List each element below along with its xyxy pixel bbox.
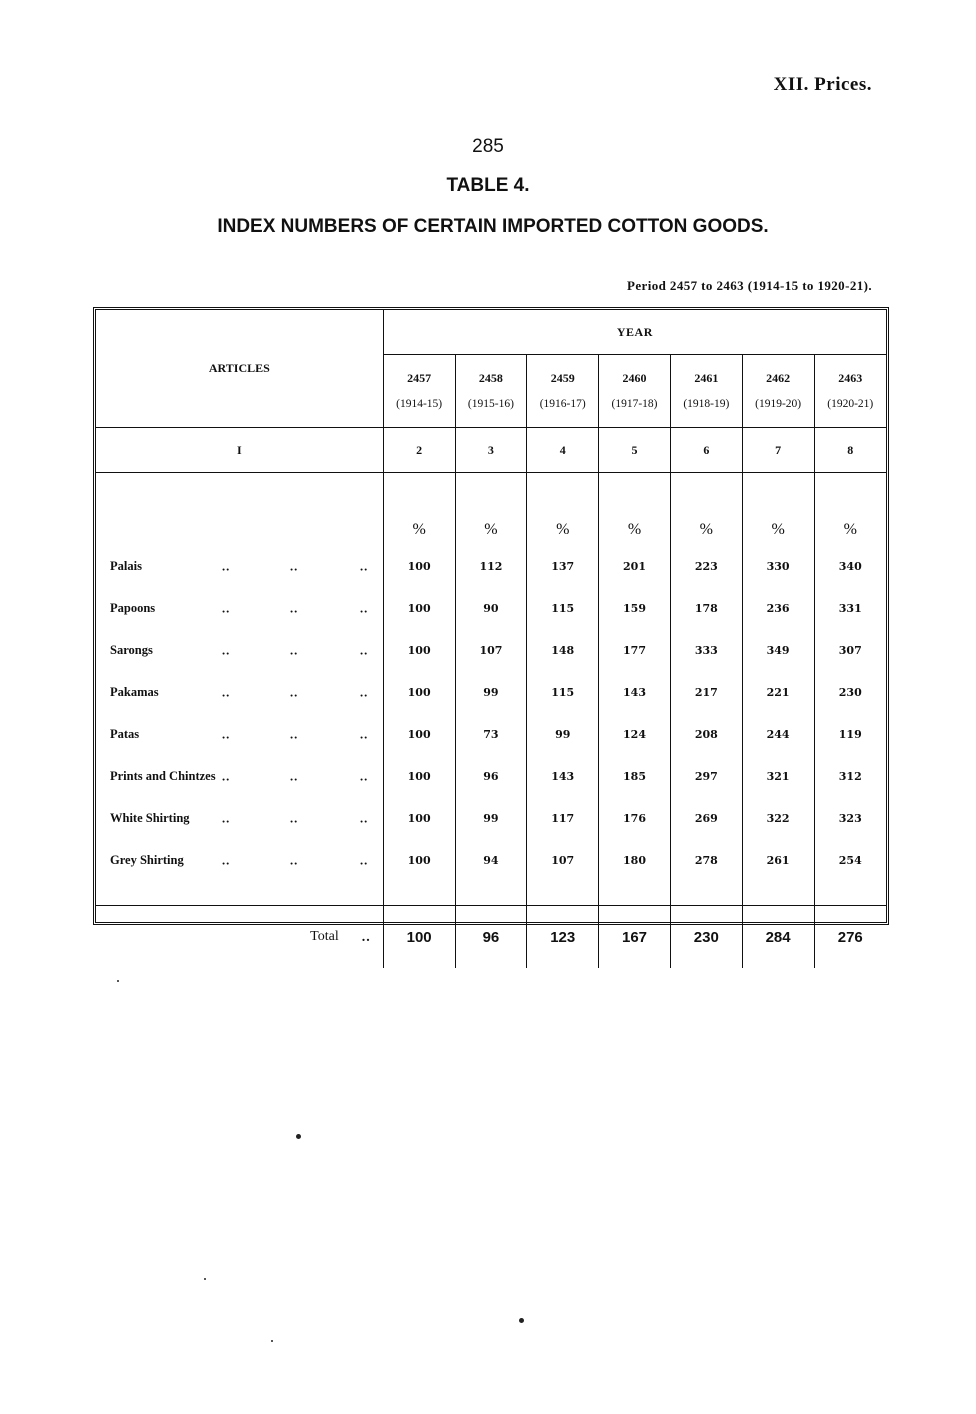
year-ad: (1915-16) — [467, 398, 514, 410]
index-value: 331 — [814, 587, 886, 629]
index-value: 340 — [814, 545, 886, 587]
spacer-cell — [527, 881, 599, 906]
index-value: 117 — [527, 797, 599, 839]
year-ad: (1917-18) — [611, 398, 658, 410]
article-label: Grey Shirting — [110, 852, 184, 867]
leader-dots: .. — [360, 685, 369, 700]
leader-dots: .. — [222, 769, 231, 784]
article-label: Palais — [110, 558, 142, 573]
leader-dots: .. — [290, 601, 299, 616]
index-value: 236 — [742, 587, 814, 629]
total-value: 123 — [527, 906, 599, 969]
total-value: 96 — [455, 906, 527, 969]
spacer-cell — [455, 881, 527, 906]
table-row — [96, 545, 886, 587]
articles-header: ARTICLES — [96, 310, 383, 428]
period-caption: Period 2457 to 2463 (1914-15 to 1920-21). — [627, 278, 872, 293]
year-ad: (1918-19) — [683, 398, 730, 410]
index-value: 330 — [742, 545, 814, 587]
year-column-header — [599, 355, 671, 428]
index-value: 176 — [599, 797, 671, 839]
total-value: 230 — [670, 906, 742, 969]
index-value: 124 — [599, 713, 671, 755]
article-label: White Shirting — [110, 810, 190, 825]
index-value: 99 — [455, 797, 527, 839]
table-row — [96, 797, 886, 839]
index-value: 107 — [455, 629, 527, 671]
spacer-cell — [670, 881, 742, 906]
leader-dots: .. — [290, 811, 299, 826]
index-value: 112 — [455, 545, 527, 587]
index-value: 99 — [455, 671, 527, 713]
index-value: 115 — [527, 587, 599, 629]
print-speck — [296, 1134, 301, 1139]
unit-label: % — [742, 473, 814, 546]
article-name — [96, 587, 383, 629]
article-label: Sarongs — [110, 642, 153, 657]
index-value: 99 — [527, 713, 599, 755]
leader-dots: .. — [222, 853, 231, 868]
unit-label: % — [814, 473, 886, 546]
article-label: Patas — [110, 726, 140, 741]
year-ad: (1916-17) — [539, 398, 586, 410]
print-speck — [204, 1278, 206, 1280]
index-value: 100 — [383, 797, 455, 839]
leader-dots: .. — [360, 853, 369, 868]
index-value: 322 — [742, 797, 814, 839]
article-label: Papoons — [110, 600, 156, 615]
column-number: I — [96, 428, 383, 473]
index-value: 178 — [670, 587, 742, 629]
column-number: 6 — [670, 428, 742, 473]
print-speck — [117, 980, 119, 982]
index-value: 223 — [670, 545, 742, 587]
index-value: 269 — [670, 797, 742, 839]
index-value: 278 — [670, 839, 742, 881]
index-value: 180 — [599, 839, 671, 881]
year-column-header — [455, 355, 527, 428]
table-row — [96, 755, 886, 797]
spacer-cell — [96, 881, 383, 906]
table-row — [96, 671, 886, 713]
index-value: 201 — [599, 545, 671, 587]
index-value: 100 — [383, 713, 455, 755]
index-value: 107 — [527, 839, 599, 881]
article-label: Prints and Chintzes — [110, 768, 216, 783]
index-value: 96 — [455, 755, 527, 797]
print-speck — [271, 1340, 273, 1342]
year-column-header — [527, 355, 599, 428]
table-row — [96, 839, 886, 881]
leader-dots: .. — [290, 853, 299, 868]
leader-dots: .. — [290, 643, 299, 658]
article-name — [96, 797, 383, 839]
index-value: 100 — [383, 671, 455, 713]
print-speck — [519, 1318, 524, 1323]
leader-dots: .. — [290, 559, 299, 574]
year-column-header — [742, 355, 814, 428]
year-ad: (1920-21) — [827, 398, 874, 410]
leader-dots: .. — [360, 643, 369, 658]
index-value: 143 — [527, 755, 599, 797]
leader-dots: .. — [222, 685, 231, 700]
index-table-grid — [96, 310, 886, 968]
spacer-cell — [814, 881, 886, 906]
unit-label: % — [670, 473, 742, 546]
index-value: 177 — [599, 629, 671, 671]
index-value: 254 — [814, 839, 886, 881]
article-name — [96, 671, 383, 713]
total-label-cell — [96, 906, 383, 969]
leader-dots: .. — [360, 601, 369, 616]
year-be: 2457 — [407, 371, 432, 385]
article-name — [96, 839, 383, 881]
year-be: 2460 — [622, 371, 647, 385]
index-value: 217 — [670, 671, 742, 713]
year-be: 2462 — [766, 371, 791, 385]
index-value: 333 — [670, 629, 742, 671]
year-column-header — [670, 355, 742, 428]
leader-dots: .. — [360, 811, 369, 826]
leader-dots: .. — [222, 601, 231, 616]
leader-dots: .. — [360, 727, 369, 742]
leader-dots: .. — [222, 559, 231, 574]
spacer-cell — [599, 881, 671, 906]
column-number: 7 — [742, 428, 814, 473]
leader-dots: .. — [290, 727, 299, 742]
index-value: 321 — [742, 755, 814, 797]
column-number: 5 — [599, 428, 671, 473]
index-value: 185 — [599, 755, 671, 797]
year-column-header — [814, 355, 886, 428]
year-be: 2459 — [550, 371, 575, 385]
article-name — [96, 629, 383, 671]
index-value: 159 — [599, 587, 671, 629]
leader-dots: .. — [290, 685, 299, 700]
leader-dots: .. — [360, 769, 369, 784]
leader-dots: .. — [222, 811, 231, 826]
index-value: 297 — [670, 755, 742, 797]
leader-dots: .. — [290, 769, 299, 784]
index-value: 323 — [814, 797, 886, 839]
article-name — [96, 755, 383, 797]
column-number: 4 — [527, 428, 599, 473]
year-be: 2461 — [694, 371, 719, 385]
index-value: 90 — [455, 587, 527, 629]
total-value: 167 — [599, 906, 671, 969]
index-value: 100 — [383, 587, 455, 629]
index-value: 230 — [814, 671, 886, 713]
index-value: 148 — [527, 629, 599, 671]
index-value: 261 — [742, 839, 814, 881]
total-value: 276 — [814, 906, 886, 969]
index-value: 143 — [599, 671, 671, 713]
column-number: 2 — [383, 428, 455, 473]
index-table — [93, 307, 889, 946]
index-value: 137 — [527, 545, 599, 587]
unit-label: % — [455, 473, 527, 546]
table-label: TABLE 4. — [446, 175, 530, 196]
index-value: 94 — [455, 839, 527, 881]
index-value: 100 — [383, 545, 455, 587]
year-header: YEAR — [383, 310, 886, 355]
article-label: Pakamas — [110, 684, 159, 699]
leader-dots: .. — [222, 727, 231, 742]
index-value: 312 — [814, 755, 886, 797]
year-be: 2463 — [838, 371, 863, 385]
page-number: 285 — [472, 136, 504, 157]
table-title: INDEX NUMBERS OF CERTAIN IMPORTED COTTON GOODS. — [217, 216, 769, 237]
year-be: 2458 — [478, 371, 503, 385]
index-value: 208 — [670, 713, 742, 755]
total-value: 284 — [742, 906, 814, 969]
index-value: 100 — [383, 629, 455, 671]
table-row — [96, 587, 886, 629]
index-value: 73 — [455, 713, 527, 755]
leader-dots: .. — [361, 929, 371, 945]
section-header: XII. Prices. — [773, 74, 872, 95]
index-value: 221 — [742, 671, 814, 713]
total-label: Total — [310, 929, 339, 944]
leader-dots: .. — [360, 559, 369, 574]
leader-dots: .. — [222, 643, 231, 658]
spacer-cell — [742, 881, 814, 906]
index-value: 119 — [814, 713, 886, 755]
column-number: 8 — [814, 428, 886, 473]
index-value: 100 — [383, 839, 455, 881]
index-value: 307 — [814, 629, 886, 671]
index-value: 100 — [383, 755, 455, 797]
year-ad: (1914-15) — [396, 398, 443, 410]
article-name — [96, 713, 383, 755]
pct-spacer — [96, 473, 383, 546]
index-value: 115 — [527, 671, 599, 713]
article-name — [96, 545, 383, 587]
index-value: 349 — [742, 629, 814, 671]
total-value: 100 — [383, 906, 455, 969]
index-value: 244 — [742, 713, 814, 755]
table-row — [96, 629, 886, 671]
unit-label: % — [527, 473, 599, 546]
year-column-header — [383, 355, 455, 428]
table-row — [96, 713, 886, 755]
spacer-cell — [383, 881, 455, 906]
column-number: 3 — [455, 428, 527, 473]
unit-label: % — [383, 473, 455, 546]
year-ad: (1919-20) — [755, 398, 802, 410]
unit-label: % — [599, 473, 671, 546]
